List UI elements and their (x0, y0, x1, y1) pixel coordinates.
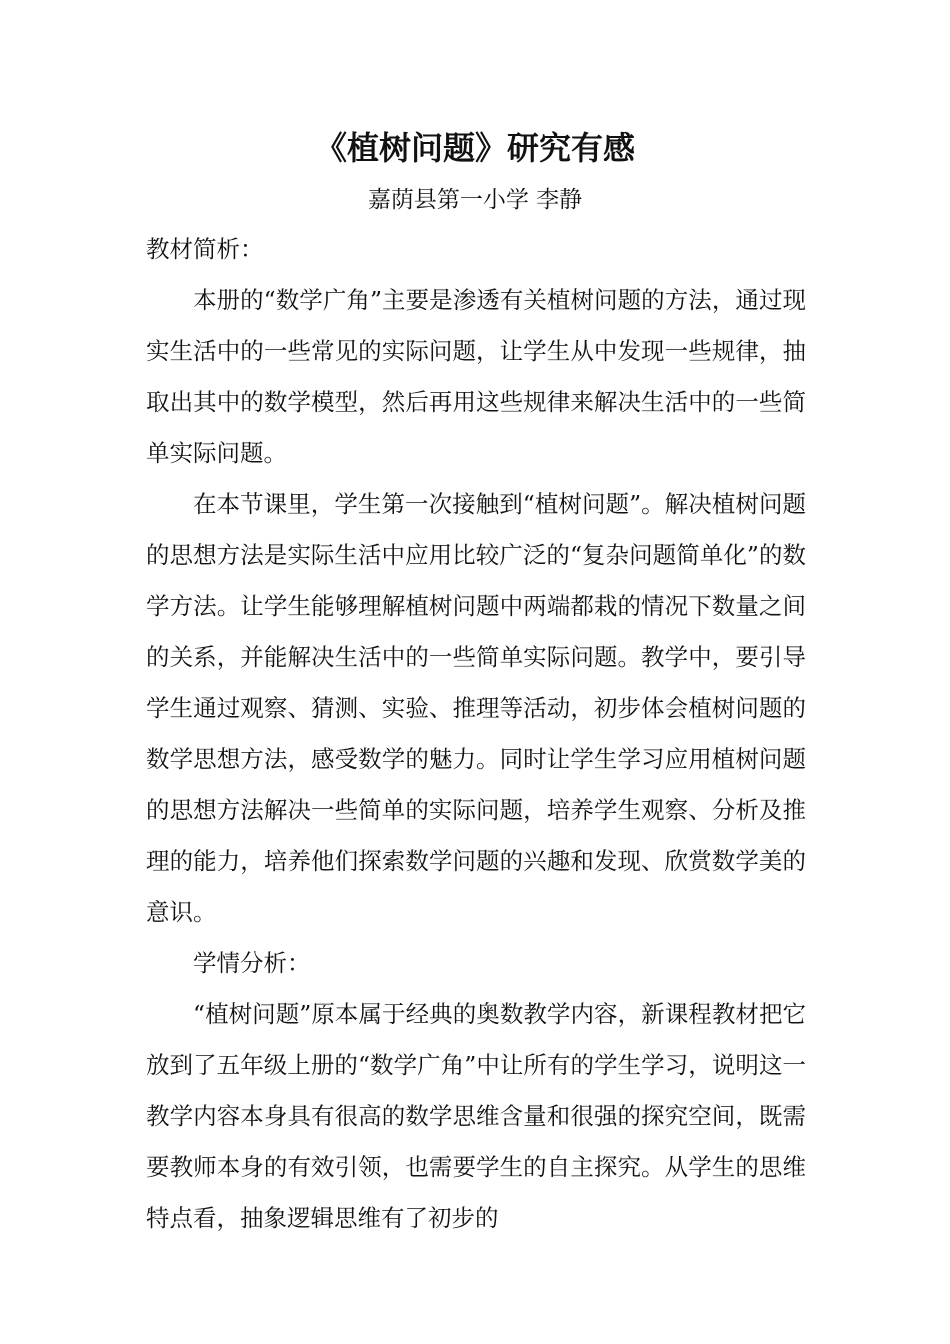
paragraph: 本册的“数学广角”主要是渗透有关植树问题的方法，通过现实生活中的一些常见的实际问题，让学生从中发现一些规律，抽取出其中的数学模型，然后再用这些规律来解决生活中的一些简单实际问题。 (146, 286, 806, 467)
document-title: 《植树问题》研究有感 (314, 129, 635, 167)
document-author: 嘉荫县第一小学 李静 (367, 187, 583, 213)
section-heading-student-analysis: 学情分析： (193, 949, 311, 977)
paragraph: “植树问题”原本属于经典的奥数教学内容，新课程教材把它放到了五年级上册的“数学广角”中让所有的学生学习，说明这一教学内容本身具有很高的数学思维含量和很强的探究空间，既需要教师本身的有效引领，也需要学生的自主探究。从学生的思维特点看，抽象逻辑思维有了初步的 (146, 1000, 806, 1232)
section-heading-textbook-analysis: 教材简析： (146, 235, 264, 263)
document-body (146, 224, 806, 1244)
paragraph: 在本节课里，学生第一次接触到“植树问题”。解决植树问题的思想方法是实际生活中应用比较广泛的“复杂问题简单化”的数学方法。让学生能够理解植树问题中两端都栽的情况下数量之间的关系，并能解决生活中的一些简单实际问题。教学中，要引导学生通过观察、猜测、实验、推理等活动，初步体会植树问题的数学思想方法，感受数学的魅力。同时让学生学习应用植树问题的思想方法解决一些简单的实际问题，培养学生观察、分析及推理的能力，培养他们探索数学问题的兴趣和发现、欣赏数学美的意识。 (146, 490, 806, 926)
